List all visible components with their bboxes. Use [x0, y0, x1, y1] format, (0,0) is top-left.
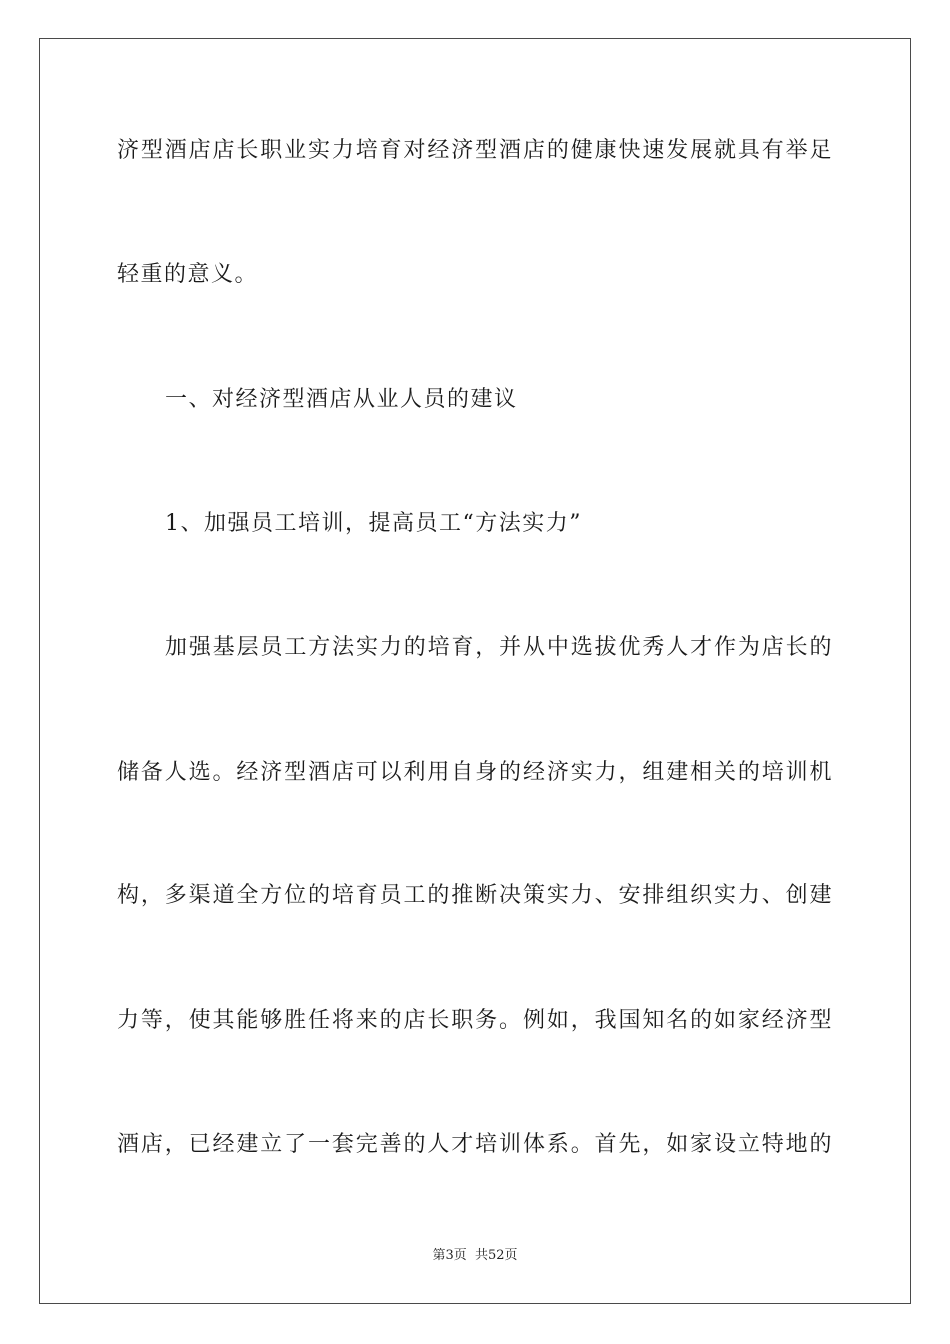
page-footer — [0, 1247, 950, 1265]
body-text-line-7: 构，多渠道全方位的培育员工的推断决策实力、安排组织实力、创建 — [117, 883, 833, 908]
body-text-line-5: 加强基层员工方法实力的培育，并从中选拔优秀人才作为店长的 — [165, 635, 833, 660]
page-total: 共52页 — [474, 1248, 518, 1263]
body-text-line-6: 储备人选。经济型酒店可以利用自身的经济实力，组建相关的培训机 — [117, 760, 833, 785]
page-number: 第3页 — [432, 1248, 467, 1263]
body-text-line-2: 轻重的意义。 — [117, 262, 259, 287]
subsection-heading: 1、加强员工培训，提高员工“方法实力” — [165, 511, 582, 536]
section-heading: 一、对经济型酒店从业人员的建议 — [165, 387, 518, 412]
body-text-line-9: 酒店，已经建立了一套完善的人才培训体系。首先，如家设立特地的 — [117, 1132, 833, 1157]
body-text-line-1: 济型酒店店长职业实力培育对经济型酒店的健康快速发展就具有举足 — [117, 138, 833, 163]
page-border — [39, 38, 911, 1304]
body-text-line-8: 力等，使其能够胜任将来的店长职务。例如，我国知名的如家经济型 — [117, 1008, 833, 1033]
